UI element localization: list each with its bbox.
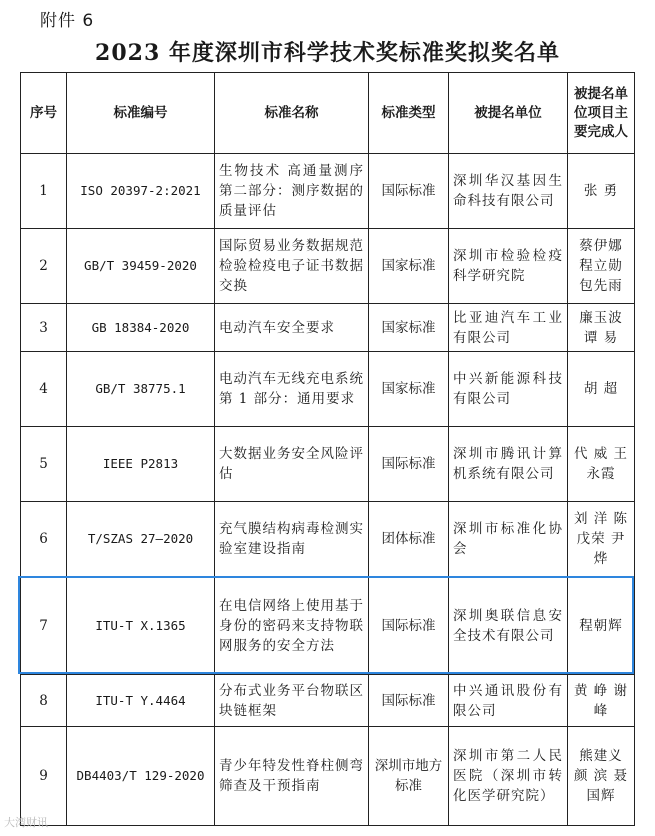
cell-name: 在电信网络上使用基于身份的密码来支持物联网服务的安全方法 <box>215 577 369 675</box>
header-no: 序号 <box>21 73 67 154</box>
cell-type: 国家标准 <box>369 304 449 352</box>
header-people: 被提名单位项目主要完成人 <box>568 73 635 154</box>
table-row <box>21 727 635 826</box>
cell-no: 2 <box>21 229 67 304</box>
cell-people: 代 威 王永霞 <box>568 427 635 502</box>
cell-code: ITU-T X.1365 <box>67 577 215 675</box>
cell-no: 8 <box>21 675 67 727</box>
cell-type: 国际标准 <box>369 577 449 675</box>
cell-no: 3 <box>21 304 67 352</box>
cell-type: 国际标准 <box>369 154 449 229</box>
cell-people: 黄 峥 谢 峰 <box>568 675 635 727</box>
cell-unit: 中兴通讯股份有限公司 <box>449 675 568 727</box>
table-row <box>21 427 635 502</box>
cell-name: 青少年特发性脊柱侧弯筛查及干预指南 <box>215 727 369 826</box>
cell-unit: 比亚迪汽车工业有限公司 <box>449 304 568 352</box>
cell-name: 国际贸易业务数据规范 检验检疫电子证书数据交换 <box>215 229 369 304</box>
cell-name: 电动汽车安全要求 <box>215 304 369 352</box>
cell-unit: 深圳市腾讯计算机系统有限公司 <box>449 427 568 502</box>
cell-people: 蔡伊娜 程立勋 包先雨 <box>568 229 635 304</box>
table-row <box>21 502 635 577</box>
table-row <box>21 229 635 304</box>
cell-unit: 深圳市检验检疫科学研究院 <box>449 229 568 304</box>
cell-code: ISO 20397-2:2021 <box>67 154 215 229</box>
cell-unit: 深圳市第二人民医院（深圳市转化医学研究院） <box>449 727 568 826</box>
cell-code: GB/T 39459-2020 <box>67 229 215 304</box>
cell-code: GB 18384-2020 <box>67 304 215 352</box>
cell-code: DB4403/T 129-2020 <box>67 727 215 826</box>
cell-no: 7 <box>21 577 67 675</box>
cell-no: 4 <box>21 352 67 427</box>
table-row <box>21 577 635 675</box>
cell-code: IEEE P2813 <box>67 427 215 502</box>
cell-name: 分布式业务平台物联区块链框架 <box>215 675 369 727</box>
cell-people: 廉玉波 谭 易 <box>568 304 635 352</box>
cell-code: GB/T 38775.1 <box>67 352 215 427</box>
table-row <box>21 154 635 229</box>
cell-name: 大数据业务安全风险评估 <box>215 427 369 502</box>
cell-name: 电动汽车无线充电系统 第 1 部分：通用要求 <box>215 352 369 427</box>
header-code: 标准编号 <box>67 73 215 154</box>
cell-people: 张 勇 <box>568 154 635 229</box>
table-row <box>21 304 635 352</box>
cell-no: 6 <box>21 502 67 577</box>
cell-type: 国际标准 <box>369 427 449 502</box>
table-header-row <box>21 73 635 154</box>
cell-name: 生物技术 高通量测序 第二部分：测序数据的质量评估 <box>215 154 369 229</box>
table-row <box>21 675 635 727</box>
cell-unit: 深圳市标准化协会 <box>449 502 568 577</box>
cell-type: 国家标准 <box>369 352 449 427</box>
cell-no: 5 <box>21 427 67 502</box>
cell-no: 9 <box>21 727 67 826</box>
cell-unit: 中兴新能源科技有限公司 <box>449 352 568 427</box>
cell-unit: 深圳奥联信息安全技术有限公司 <box>449 577 568 675</box>
cell-people: 胡 超 <box>568 352 635 427</box>
header-type: 标准类型 <box>369 73 449 154</box>
award-table <box>20 72 635 826</box>
cell-type: 国际标准 <box>369 675 449 727</box>
cell-type: 深圳市地方标准 <box>369 727 449 826</box>
cell-no: 1 <box>21 154 67 229</box>
header-unit: 被提名单位 <box>449 73 568 154</box>
cell-unit: 深圳华汉基因生命科技有限公司 <box>449 154 568 229</box>
cell-type: 团体标准 <box>369 502 449 577</box>
cell-people: 熊建义 颜 滨 聂国辉 <box>568 727 635 826</box>
header-name: 标准名称 <box>215 73 369 154</box>
attachment-label: 附件 6 <box>40 11 95 31</box>
cell-type: 国家标准 <box>369 229 449 304</box>
watermark-logo: 大湾财讯 <box>4 816 48 829</box>
cell-people: 刘 洋 陈戊荣 尹 烨 <box>568 502 635 577</box>
cell-code: T/SZAS 27—2020 <box>67 502 215 577</box>
cell-code: ITU-T Y.4464 <box>67 675 215 727</box>
page-title: 2023 年度深圳市科学技术奖标准奖拟奖名单 <box>95 40 560 66</box>
table-row <box>21 352 635 427</box>
cell-people: 程朝辉 <box>568 577 635 675</box>
cell-name: 充气膜结构病毒检测实验室建设指南 <box>215 502 369 577</box>
